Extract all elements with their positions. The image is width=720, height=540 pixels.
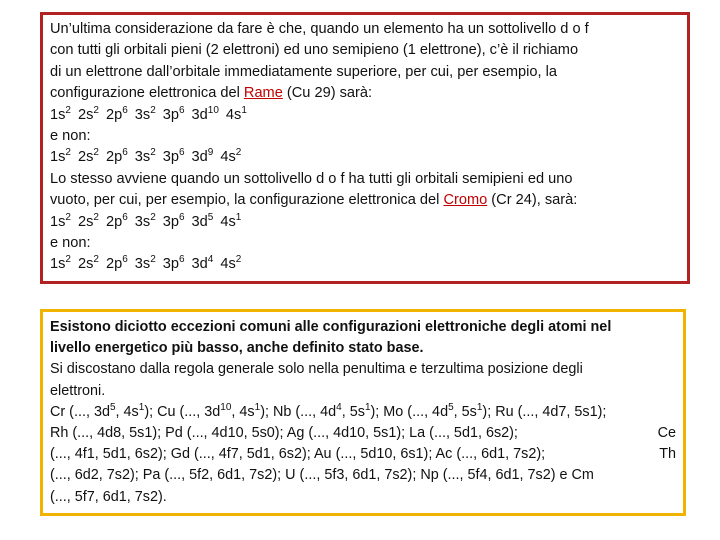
electron-count: 1 [235,211,242,223]
electron-count: 5 [109,401,116,413]
electron-count: 10 [220,401,232,413]
orbital-term: $2s^2$ [77,147,99,166]
electron-count: 6 [122,147,128,159]
paragraph-line: Si discostano dalla regola generale solo nella penultima e terzultima posizione degli [50,361,583,378]
orbital-term: $3s^2$ [134,147,156,166]
paragraph-line: Un’ultima considerazione da fare è che, quando un elemento ha un sottolivello d o f [50,21,589,37]
electron-count: 9 [207,147,214,159]
exceptions-line: Cr (..., $3d^5$, $4s^1$); Cu (..., $3d^{10}$, $4s^1$); Nb (..., $4d^4$, $5s^1$); Mo (..., $4d^5$, $5s^1$); Ru (..., 4d7, 5s1); [50,401,607,420]
electron-count: 1 [476,401,483,413]
electron-count: 1 [138,401,145,413]
text: Ce [657,425,676,442]
bold-line: Esistono diciotto eccezioni comuni alle configurazioni elettroniche degli atomi nel [50,319,612,335]
text: vuoto, per cui, per esempio, la configurazione elettronica del [50,192,444,209]
electron-count: 2 [150,254,156,266]
orbital-term: $3p^6$ [162,147,185,166]
exceptions-line [50,423,676,444]
paragraph-line: con tutti gli orbitali pieni (2 elettroni) ed uno semipieno (1 elettrone), c’è il richiamo [50,42,579,59]
electron-count: 2 [150,104,156,116]
exceptions-line: (..., 5f7, 6d1, 7s2). [50,488,167,505]
orbital-term: $1s^2$ [50,254,71,273]
electron-count: 6 [178,211,185,223]
orbital-term: $3p^6$ [162,254,185,273]
cromo-link[interactable]: Cromo [443,192,488,209]
exceptions-box [40,309,686,516]
orbital-term: $4s^1$ [220,211,242,230]
orbital-term: $3p^6$ [162,211,185,230]
electron-count: 2 [235,147,242,159]
orbital-term: $1s^2$ [50,104,71,123]
electron-count: 2 [93,254,99,266]
orbital-term: $2s^2$ [77,104,99,123]
electron-count: 2 [93,147,99,159]
electron-count: 6 [122,254,128,266]
orbital-term: $3p^6$ [162,104,185,123]
exceptions-line [50,444,676,465]
orbital-term: $3d^4$ [191,254,214,273]
text: (Cr 24), sarà: [487,192,578,209]
electron-count: 2 [65,147,71,159]
electron-count: 2 [93,211,99,223]
e-non-label: e non: [50,128,91,145]
electron-count: 2 [235,254,242,266]
electron-count: 1 [254,401,261,413]
e-non-label: e non: [50,235,91,252]
orbital-term: $3s^2$ [134,104,156,123]
orbital-term: $4s^2$ [220,254,242,273]
text: (Cu 29) sarà: [282,85,373,102]
orbital-term: $2p^6$ [105,254,128,273]
config-copper-correct [50,105,680,126]
electron-count: 2 [150,211,156,223]
orbital-term: $3d^9$ [191,147,214,166]
orbital-term: $2p^6$ [105,104,128,123]
rame-link[interactable]: Rame [243,85,283,102]
orbital-term: $1s^2$ [50,211,71,230]
orbital-term: $3d^5$ [191,211,214,230]
text: Th [659,446,676,463]
orbital-term: $2p^6$ [105,211,128,230]
orbital-term: $2s^2$ [77,254,99,273]
electron-count: 6 [178,104,185,116]
electron-configuration-box [40,12,690,284]
electron-count: 6 [178,147,185,159]
electron-count: 4 [336,401,342,413]
config-chromium-correct [50,212,680,233]
paragraph-line: di un elettrone dall’orbitale immediatamente superiore, per cui, per esempio, la [50,63,557,80]
paragraph-line [50,190,680,211]
orbital-term: $4s^2$ [220,147,242,166]
config-chromium-wrong [50,254,680,275]
paragraph-line [50,83,680,104]
electron-count: 6 [122,104,128,116]
electron-count: 2 [65,104,71,116]
orbital-term: $3s^2$ [134,211,156,230]
text: (..., 4f1, 5d1, 6s2); Gd (..., 4f7, 5d1, 6s2); Au (..., 5d10, 6s1); Ac (..., 6d1, 7s2); [50,446,546,463]
paragraph-line: Lo stesso avviene quando un sottolivello d o f ha tutti gli orbitali semipieni ed uno [50,170,573,187]
text: Rh (..., 4d8, 5s1); Pd (..., 4d10, 5s0); Ag (..., 4d10, 5s1); La (..., 5d1, 6s2); [50,425,518,442]
electron-count: 6 [178,254,185,266]
orbital-term: $2p^6$ [105,147,128,166]
electron-count: 1 [241,104,247,116]
electron-count: 2 [65,211,71,223]
exceptions-line: (..., 6d2, 7s2); Pa (..., 5f2, 6d1, 7s2); U (..., 5f3, 6d1, 7s2); Np (..., 5f4, 6d1, 7s2) e Cm [50,467,594,484]
bold-line: livello energetico più basso, anche definito stato base. [50,340,424,357]
orbital-term: $4s^1$ [225,104,247,123]
text: configurazione elettronica del [50,85,244,102]
electron-count: 2 [93,104,99,116]
orbital-term: $3d^{10}$ [191,104,219,123]
paragraph-line: elettroni. [50,382,106,399]
config-copper-wrong [50,147,680,168]
orbital-term: $3s^2$ [134,254,156,273]
electron-count: 5 [448,401,454,413]
electron-count: 5 [207,211,214,223]
orbital-term: $2s^2$ [77,211,99,230]
electron-count: 10 [207,104,219,116]
electron-count: 2 [150,147,156,159]
electron-count: 2 [65,254,71,266]
orbital-term: $1s^2$ [50,147,71,166]
electron-count: 6 [122,211,128,223]
electron-count: 1 [364,401,371,413]
electron-count: 4 [207,254,214,266]
